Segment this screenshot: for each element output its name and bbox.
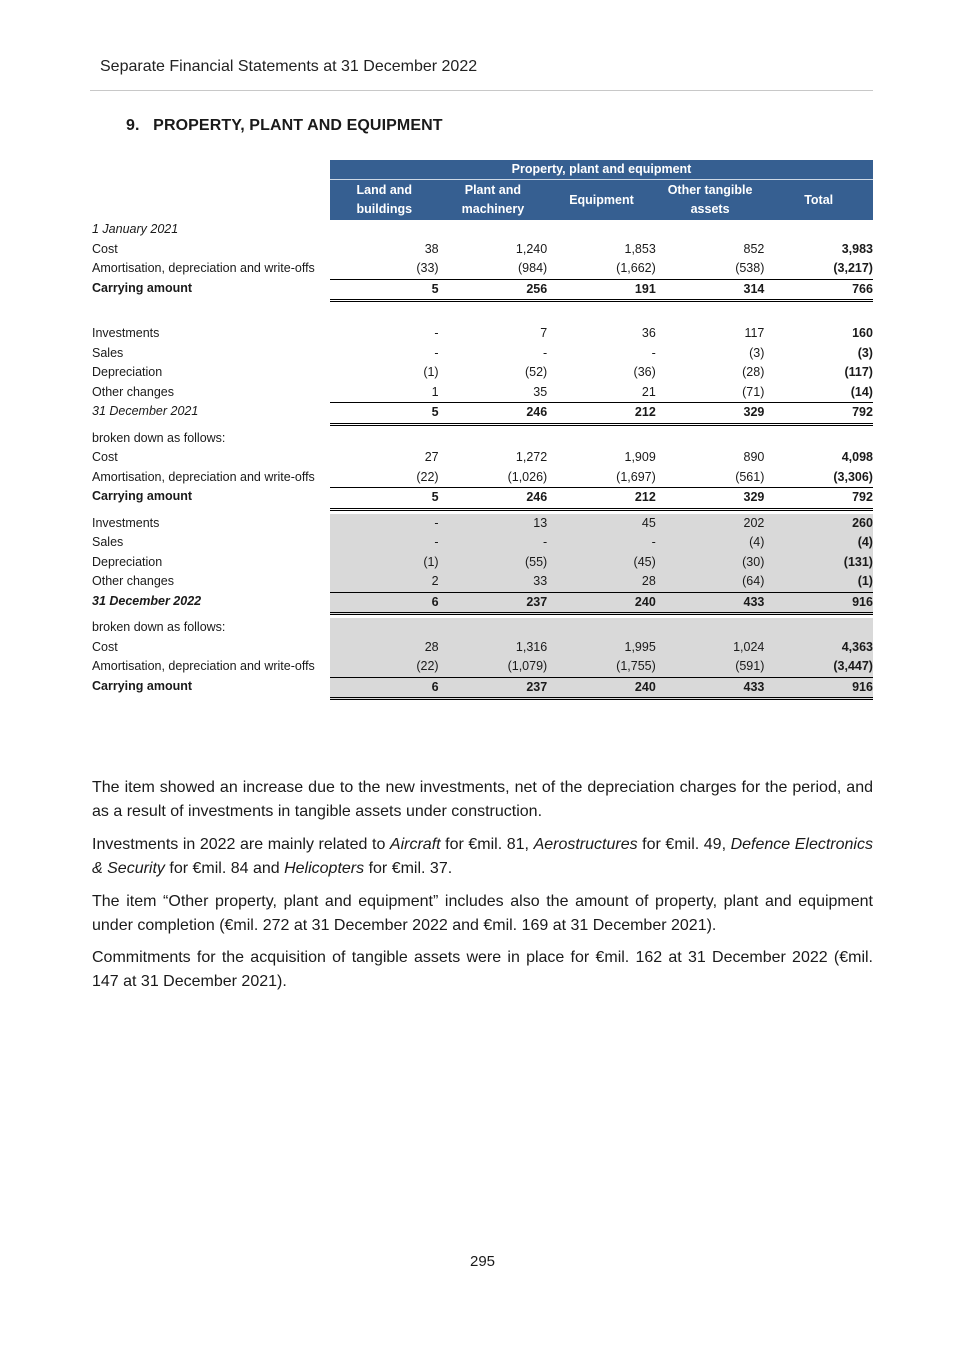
table-row bbox=[90, 572, 873, 592]
cell-value: 1 bbox=[431, 384, 439, 399]
cell-value: 237 bbox=[526, 594, 548, 609]
table-row bbox=[90, 553, 873, 573]
cell-value: (3) bbox=[749, 345, 765, 360]
cell-value: 5 bbox=[431, 405, 439, 419]
cell-value: 212 bbox=[634, 490, 656, 504]
cell-value: 38 bbox=[424, 241, 439, 256]
cell-total: (1) bbox=[857, 574, 873, 588]
cell-value: 36 bbox=[641, 326, 656, 340]
cell-total: (3,447) bbox=[833, 659, 873, 673]
cell-value: 237 bbox=[526, 679, 548, 694]
cell-total: 916 bbox=[852, 679, 873, 694]
row-label: Depreciation bbox=[92, 365, 163, 379]
page-number: 295 bbox=[469, 1253, 496, 1270]
col-land-buildings: Land and buildings bbox=[356, 183, 413, 216]
cell-value: (1) bbox=[423, 554, 439, 569]
table-row bbox=[90, 618, 873, 638]
cell-value: 240 bbox=[634, 594, 656, 609]
col-plant-machinery: Plant and machinery bbox=[461, 183, 525, 216]
cell-value: (538) bbox=[735, 261, 765, 275]
table-row bbox=[90, 324, 873, 344]
cell-value: - bbox=[651, 535, 656, 549]
group-header: Property, plant and equipment bbox=[330, 160, 873, 180]
table-row bbox=[90, 279, 873, 303]
cell-total: 4,098 bbox=[841, 450, 873, 464]
table-row bbox=[90, 448, 873, 468]
cell-value: (1) bbox=[423, 365, 439, 379]
ppe-table bbox=[90, 160, 873, 700]
cell-value: - bbox=[434, 535, 439, 549]
cell-value: 1,909 bbox=[624, 450, 656, 464]
cell-value: 117 bbox=[744, 326, 765, 340]
cell-total: (3,217) bbox=[833, 261, 873, 275]
cell-value: 1,024 bbox=[733, 639, 765, 654]
cell-value: 433 bbox=[743, 679, 765, 694]
cell-value: 27 bbox=[424, 450, 439, 464]
cell-value: (22) bbox=[416, 469, 439, 484]
cell-value: 246 bbox=[526, 490, 548, 504]
col-equipment: Equipment bbox=[569, 192, 634, 207]
header-divider bbox=[90, 90, 873, 91]
cell-value: (28) bbox=[742, 365, 765, 379]
row-label: Other changes bbox=[92, 384, 174, 399]
row-label: Cost bbox=[92, 241, 118, 256]
cell-total: 160 bbox=[852, 326, 873, 340]
cell-value: 5 bbox=[431, 490, 439, 504]
cell-total: 260 bbox=[852, 515, 873, 530]
cell-value: (64) bbox=[742, 574, 765, 588]
cell-total: 3,983 bbox=[841, 241, 873, 256]
cell-value: 191 bbox=[634, 281, 656, 296]
row-label: 1 January 2021 bbox=[92, 222, 179, 236]
row-label: Carrying amount bbox=[92, 280, 193, 295]
cell-value: - bbox=[543, 345, 548, 360]
cell-total: (117) bbox=[844, 365, 873, 379]
cell-value: 890 bbox=[743, 450, 765, 464]
cell-value: - bbox=[543, 535, 548, 549]
row-label: broken down as follows: bbox=[92, 430, 226, 445]
section-title: 9. PROPERTY, PLANT AND EQUIPMENT bbox=[126, 117, 443, 134]
row-label: Investments bbox=[92, 515, 160, 530]
row-label: Cost bbox=[92, 639, 118, 654]
row-label: Amortisation, depreciation and write-offs bbox=[92, 261, 315, 275]
paragraph: Commitments for the acquisition of tangible assets were in place for €mil. 162 at 31 December 2022 (€mil. 147 at 31 December 2021). bbox=[92, 949, 873, 990]
cell-value: - bbox=[434, 345, 439, 360]
cell-value: (30) bbox=[742, 554, 765, 569]
cell-total: (131) bbox=[843, 554, 873, 569]
cell-value: (33) bbox=[416, 261, 439, 275]
cell-value: 314 bbox=[743, 281, 765, 296]
cell-value: 1,316 bbox=[515, 639, 548, 654]
cell-value: 21 bbox=[641, 384, 656, 399]
row-label: Carrying amount bbox=[92, 678, 193, 693]
table-row bbox=[90, 220, 873, 240]
cell-value: 6 bbox=[431, 594, 439, 609]
cell-total: 766 bbox=[852, 281, 873, 296]
table-row bbox=[90, 468, 873, 488]
table-row bbox=[90, 657, 873, 677]
paragraph: Investments in 2022 are mainly related to Aircraft for €mil. 81, Aerostructures for €mil. 49, Defence Electronics & Security for €mil. 84 and Helicopters for €mil. 37. bbox=[92, 836, 873, 877]
cell-value: (561) bbox=[735, 469, 765, 484]
cell-value: - bbox=[434, 326, 439, 340]
cell-value: (1,697) bbox=[616, 469, 656, 484]
table-row bbox=[90, 677, 873, 701]
paragraph: The item “Other property, plant and equipment” includes also the amount of property, plant and equipment under completion (€mil. 272 at 31 December 2022 and €mil. 169 at 31 December 2021). bbox=[92, 893, 873, 934]
cell-value: (45) bbox=[633, 554, 656, 569]
row-label: Other changes bbox=[92, 574, 174, 588]
col-other-tangible: Other tangible assets bbox=[667, 183, 753, 216]
cell-total: 4,363 bbox=[841, 639, 873, 654]
row-label: 31 December 2021 bbox=[92, 404, 199, 418]
table-row bbox=[90, 487, 873, 511]
running-header: Separate Financial Statements at 31 December 2022 bbox=[100, 58, 478, 75]
cell-total: 792 bbox=[852, 405, 873, 419]
cell-value: (52) bbox=[524, 365, 548, 379]
cell-value: 6 bbox=[431, 679, 439, 694]
cell-value: 1,853 bbox=[624, 241, 656, 256]
cell-value: 433 bbox=[743, 594, 765, 609]
cell-value: (36) bbox=[633, 365, 656, 379]
row-label: Cost bbox=[92, 450, 118, 464]
cell-total: (3,306) bbox=[833, 469, 873, 484]
table-header bbox=[330, 160, 873, 220]
cell-value: 35 bbox=[533, 384, 548, 399]
cell-total: 792 bbox=[852, 490, 873, 504]
table-row bbox=[90, 259, 873, 279]
table-row bbox=[90, 240, 873, 260]
cell-value: 240 bbox=[634, 679, 656, 694]
cell-value: 28 bbox=[641, 574, 656, 588]
cell-value: 246 bbox=[526, 405, 548, 419]
col-total: Total bbox=[804, 192, 834, 207]
table-row bbox=[90, 383, 873, 403]
row-label: Carrying amount bbox=[92, 489, 193, 503]
cell-value: (71) bbox=[742, 384, 765, 399]
cell-value: 212 bbox=[634, 405, 656, 419]
cell-value: 329 bbox=[743, 405, 765, 419]
table-row bbox=[90, 429, 873, 449]
table-row bbox=[90, 514, 873, 534]
cell-value: 1,240 bbox=[515, 241, 548, 256]
cell-value: (22) bbox=[416, 659, 439, 673]
cell-value: 33 bbox=[533, 574, 548, 588]
cell-value: 329 bbox=[743, 490, 765, 504]
table-row bbox=[90, 533, 873, 553]
row-label: 31 December 2022 bbox=[92, 593, 202, 608]
cell-total: (3) bbox=[857, 345, 873, 360]
cell-value: (1,755) bbox=[616, 659, 656, 673]
row-label: Amortisation, depreciation and write-offs bbox=[92, 659, 315, 673]
cell-value: (55) bbox=[524, 554, 548, 569]
row-label: broken down as follows: bbox=[92, 620, 226, 634]
cell-total: 916 bbox=[852, 594, 873, 609]
table-row bbox=[90, 592, 873, 616]
table-row bbox=[90, 402, 873, 426]
column-headers bbox=[330, 180, 873, 220]
cell-value: 1,272 bbox=[515, 450, 548, 464]
cell-value: (4) bbox=[749, 535, 765, 549]
cell-value: (1,662) bbox=[616, 261, 656, 275]
cell-value: 13 bbox=[533, 515, 548, 530]
table-row bbox=[90, 363, 873, 383]
table-row bbox=[90, 344, 873, 364]
cell-value: 5 bbox=[431, 281, 439, 296]
cell-value: 7 bbox=[540, 326, 548, 340]
row-spacer bbox=[90, 302, 873, 324]
cell-value: 852 bbox=[743, 241, 765, 256]
paragraph: The item showed an increase due to the new investments, net of the depreciation charges for the period, and as a result of investments in tangible assets under construction. bbox=[92, 779, 873, 820]
cell-value: 202 bbox=[743, 515, 765, 530]
cell-total: (4) bbox=[857, 535, 873, 549]
row-label: Amortisation, depreciation and write-offs bbox=[92, 469, 315, 484]
row-label: Investments bbox=[92, 326, 160, 340]
cell-value: 28 bbox=[424, 639, 439, 654]
table-row bbox=[90, 638, 873, 658]
cell-value: (1,026) bbox=[507, 469, 548, 484]
cell-value: 256 bbox=[526, 281, 548, 296]
cell-value: - bbox=[434, 515, 439, 530]
cell-value: - bbox=[651, 345, 656, 360]
cell-total: (14) bbox=[850, 384, 873, 399]
cell-value: 1,995 bbox=[624, 639, 656, 654]
cell-value: (591) bbox=[735, 659, 765, 673]
cell-value: 2 bbox=[431, 574, 439, 588]
row-label: Sales bbox=[92, 535, 124, 549]
cell-value: (984) bbox=[518, 261, 548, 275]
row-label: Depreciation bbox=[92, 554, 163, 569]
row-label: Sales bbox=[92, 345, 124, 360]
cell-value: (1,079) bbox=[507, 659, 548, 673]
cell-value: 45 bbox=[641, 515, 656, 530]
